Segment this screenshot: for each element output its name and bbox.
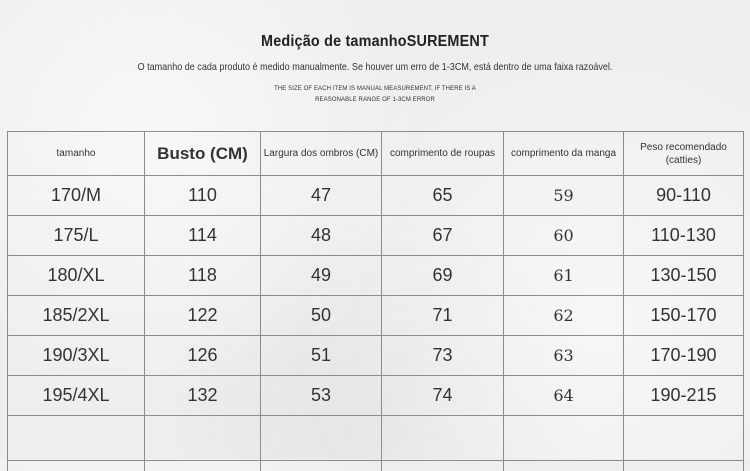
cell-bust: 126 — [145, 336, 261, 376]
header-sleeve: comprimento da manga — [504, 132, 624, 176]
header-shoulder: Largura dos ombros (CM) — [261, 132, 382, 176]
cell-bust: 122 — [145, 296, 261, 336]
empty-cell — [145, 461, 261, 471]
empty-cell — [504, 416, 624, 461]
cell-shoulder: 49 — [261, 256, 382, 296]
empty-cell — [504, 461, 624, 471]
header-bust: Busto (CM) — [145, 132, 261, 176]
cell-sleeve: 59 — [504, 176, 624, 216]
cell-length: 65 — [382, 176, 504, 216]
cell-sleeve: 61 — [504, 256, 624, 296]
empty-cell — [382, 416, 504, 461]
english-note — [0, 84, 750, 106]
table-row — [8, 216, 744, 256]
header-row — [8, 132, 744, 176]
header-length: comprimento de roupas — [382, 132, 504, 176]
cell-bust: 110 — [145, 176, 261, 216]
header-weight-line-2: (catties) — [624, 154, 743, 167]
empty-cell — [382, 461, 504, 471]
empty-cell — [624, 416, 744, 461]
cell-bust: 114 — [145, 216, 261, 256]
empty-cell — [261, 416, 382, 461]
cell-weight: 130-150 — [624, 256, 744, 296]
cell-length: 73 — [382, 336, 504, 376]
cell-size: 170/M — [8, 176, 145, 216]
cell-length: 71 — [382, 296, 504, 336]
table-row — [8, 256, 744, 296]
empty-cell — [261, 461, 382, 471]
header-weight — [624, 132, 744, 176]
empty-cell — [8, 416, 145, 461]
cell-size: 195/4XL — [8, 376, 145, 416]
cell-weight: 90-110 — [624, 176, 744, 216]
header-size: tamanho — [8, 132, 145, 176]
cell-length: 74 — [382, 376, 504, 416]
table-row — [8, 376, 744, 416]
cell-weight: 190-215 — [624, 376, 744, 416]
header-weight-line-1: Peso recomendado — [624, 141, 743, 154]
cell-sleeve: 62 — [504, 296, 624, 336]
empty-cell — [624, 461, 744, 471]
cell-length: 67 — [382, 216, 504, 256]
cell-shoulder: 53 — [261, 376, 382, 416]
cell-weight: 110-130 — [624, 216, 744, 256]
cell-weight: 150-170 — [624, 296, 744, 336]
cell-bust: 118 — [145, 256, 261, 296]
cell-size: 185/2XL — [8, 296, 145, 336]
english-note-line-2: REASONABLE RANGE OF 1-3CM ERROR — [0, 95, 750, 106]
cell-shoulder: 50 — [261, 296, 382, 336]
cell-shoulder: 51 — [261, 336, 382, 376]
cell-shoulder: 47 — [261, 176, 382, 216]
cell-bust: 132 — [145, 376, 261, 416]
empty-row — [8, 461, 744, 471]
cell-length: 69 — [382, 256, 504, 296]
empty-cell — [145, 416, 261, 461]
english-note-line-1: THE SIZE OF EACH ITEM IS MANUAL MEASUREMENT, IF THERE IS A — [0, 84, 750, 95]
size-table — [7, 131, 744, 471]
cell-sleeve: 60 — [504, 216, 624, 256]
subtitle: O tamanho de cada produto é medido manualmente. Se houver um erro de 1-3CM, está dentro de uma faixa razoável. — [53, 61, 698, 73]
empty-cell — [8, 461, 145, 471]
cell-sleeve: 64 — [504, 376, 624, 416]
cell-sleeve: 63 — [504, 336, 624, 376]
cell-size: 175/L — [8, 216, 145, 256]
table-row — [8, 176, 744, 216]
cell-size: 190/3XL — [8, 336, 145, 376]
empty-row — [8, 416, 744, 461]
table-row — [8, 296, 744, 336]
cell-weight: 170-190 — [624, 336, 744, 376]
cell-shoulder: 48 — [261, 216, 382, 256]
page-title: Medição de tamanhoSUREMENT — [38, 33, 713, 51]
table-row — [8, 336, 744, 376]
cell-size: 180/XL — [8, 256, 145, 296]
